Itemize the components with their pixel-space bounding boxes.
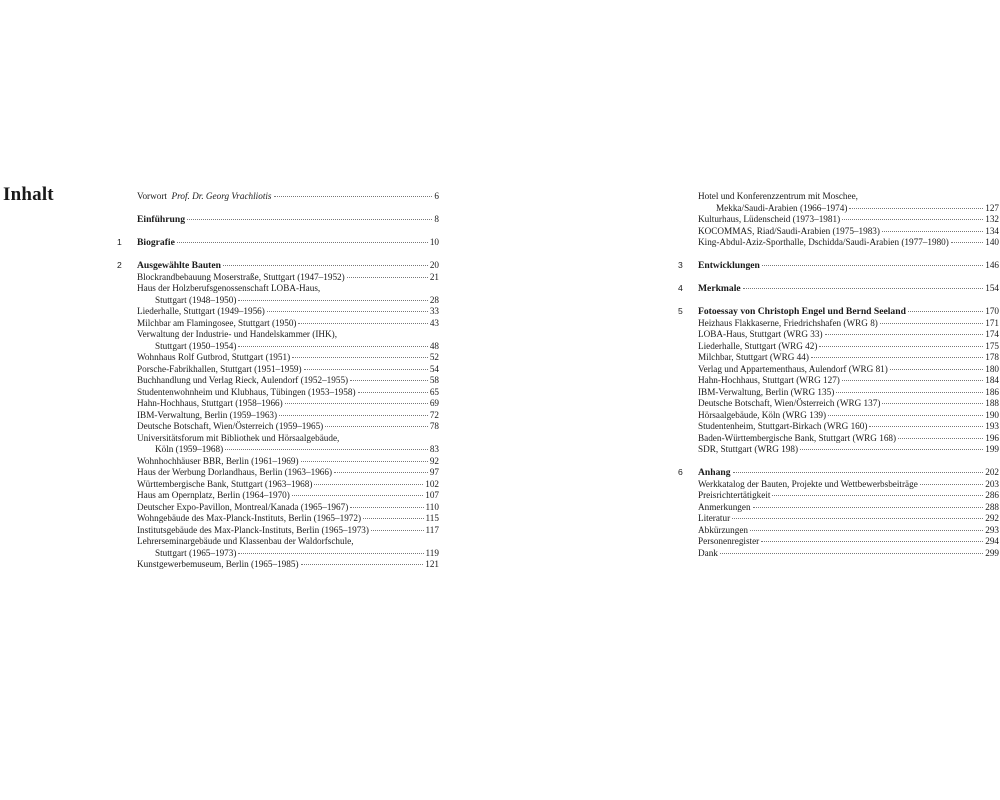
page-number: 140 <box>985 237 999 247</box>
toc-entry-body <box>698 525 999 537</box>
dot-leader <box>836 392 983 393</box>
toc-entry-body <box>137 214 439 226</box>
toc-entry-body <box>698 444 999 456</box>
dot-leader <box>225 449 428 450</box>
toc-entry-title: Anmerkungen <box>698 501 751 512</box>
toc-entry[interactable] <box>678 433 999 445</box>
page-number: 127 <box>985 202 999 213</box>
toc-entry-body <box>698 318 999 330</box>
toc-entry-title: Hahn-Hochhaus, Stuttgart (WRG 127) <box>698 375 840 385</box>
dot-leader <box>920 484 983 485</box>
toc-entry-body <box>137 559 439 571</box>
toc-entry[interactable] <box>678 387 999 399</box>
chapter-number: 5 <box>678 306 683 316</box>
page-number: 178 <box>985 352 999 362</box>
toc-entry-body <box>698 479 999 491</box>
toc-entry-body <box>698 306 999 318</box>
toc-entry-body <box>698 329 999 341</box>
toc-entry-body <box>137 272 439 284</box>
toc-entry-body <box>698 410 999 422</box>
toc-entry-title: Stuttgart (1965–1973) <box>155 547 237 558</box>
dot-leader <box>350 380 428 381</box>
toc-entry[interactable] <box>117 306 439 318</box>
toc-entry-title: Liederhalle, Stuttgart (1949–1956) <box>137 306 265 316</box>
toc-entry-body <box>698 260 999 272</box>
page-number: 119 <box>425 547 439 558</box>
toc-entry-body <box>698 364 999 376</box>
toc-entry[interactable] <box>117 433 439 445</box>
toc-entry-title: Blockrandbebauung Moserstraße, Stuttgart (1947–1952) <box>137 271 345 282</box>
dot-leader <box>908 311 983 312</box>
toc-entry[interactable] <box>678 444 999 456</box>
dot-leader <box>733 472 984 473</box>
toc-entry-body <box>137 352 439 364</box>
toc-column-right <box>678 191 999 559</box>
toc-entry-body <box>698 352 999 364</box>
toc-section-entry[interactable] <box>678 306 999 318</box>
page-number: 170 <box>985 306 999 316</box>
toc-entry-body <box>137 467 439 479</box>
toc-entry-title: Entwicklungen <box>698 260 760 271</box>
toc-entry-title: Buchhandlung und Verlag Rieck, Aulendorf (1952–1955) <box>137 375 349 385</box>
page-number: 33 <box>429 306 439 316</box>
toc-entry-title: Köln (1959–1968) <box>155 444 224 454</box>
dot-leader <box>882 403 983 404</box>
toc-entry-title: SDR, Stuttgart (WRG 198) <box>698 444 799 454</box>
dot-leader <box>298 323 427 324</box>
toc-entry-title: Hahn-Hochhaus, Stuttgart (1958–1966) <box>137 398 283 408</box>
toc-entry-body <box>698 467 999 479</box>
toc-entry[interactable] <box>678 398 999 410</box>
page-number: 48 <box>429 340 439 351</box>
toc-entry[interactable] <box>117 375 439 387</box>
toc-entry-body <box>137 387 439 399</box>
toc-entry-body <box>137 502 439 514</box>
toc-entry[interactable] <box>678 341 999 353</box>
toc-entry-body <box>137 318 439 330</box>
page-number: 193 <box>985 421 999 431</box>
toc-entry-title: IBM-Verwaltung, Berlin (1959–1963) <box>137 409 278 420</box>
toc-entry-title: Fotoessay von Christoph Engel und Bernd Seeland <box>698 306 906 317</box>
toc-entry[interactable] <box>117 479 439 491</box>
dot-leader <box>279 415 428 416</box>
toc-entry-title: Verlag und Appartementhaus, Aulendorf (WRG 81) <box>698 363 888 374</box>
dot-leader <box>187 219 432 220</box>
dot-leader <box>301 461 428 462</box>
toc-entry-title: Merkmale <box>698 283 741 294</box>
toc-entry-body <box>698 433 999 445</box>
page-number: 8 <box>434 214 439 224</box>
toc-entry-title: Hotel und Konferenzzentrum mit Moschee, <box>698 191 858 201</box>
page-number: 171 <box>985 317 999 328</box>
toc-entry[interactable] <box>117 329 439 341</box>
toc-entry-title: Heizhaus Flakkaserne, Friedrichshafen (WRG 8) <box>698 317 878 328</box>
toc-entry-prefix: Vorwort <box>137 191 167 201</box>
toc-entry-title: Biografie <box>137 237 175 248</box>
toc-entry-title: Milchbar, Stuttgart (WRG 44) <box>698 352 809 362</box>
toc-entry-title: Kunstgewerbemuseum, Berlin (1965–1985) <box>137 559 299 569</box>
chapter-number: 2 <box>117 260 122 270</box>
toc-entry[interactable] <box>678 364 999 376</box>
toc-entry-body <box>137 260 439 272</box>
dot-leader <box>869 426 983 427</box>
toc-entry-body <box>698 283 999 295</box>
toc-entry-body <box>137 456 439 468</box>
dot-leader <box>238 553 423 554</box>
toc-entry-body <box>698 398 999 410</box>
chapter-number: 6 <box>678 467 683 477</box>
toc-entry[interactable] <box>117 398 439 410</box>
dot-leader <box>951 242 983 243</box>
dot-leader <box>325 426 428 427</box>
dot-leader <box>292 357 428 358</box>
dot-leader <box>761 541 983 542</box>
dot-leader <box>267 311 428 312</box>
toc-section-entry[interactable] <box>117 214 439 226</box>
toc-entry[interactable] <box>117 456 439 468</box>
page-number: 196 <box>985 432 999 443</box>
dot-leader <box>371 530 424 531</box>
toc-entry-body <box>137 398 439 410</box>
page-number: 69 <box>429 398 439 408</box>
page-number: 52 <box>429 352 439 362</box>
toc-entry[interactable] <box>117 525 439 537</box>
page-number: 293 <box>985 524 999 535</box>
toc-entry[interactable] <box>117 559 439 571</box>
dot-leader <box>842 219 983 220</box>
toc-entry-title: Mekka/Saudi-Arabien (1966–1974) <box>716 202 848 213</box>
toc-entry-body <box>698 237 999 249</box>
toc-section-entry[interactable] <box>678 283 999 295</box>
dot-leader <box>720 553 983 554</box>
dot-leader <box>811 357 983 358</box>
toc-entry-title: IBM-Verwaltung, Berlin (WRG 135) <box>698 386 835 397</box>
toc-entry[interactable] <box>117 490 439 502</box>
toc-entry-body <box>698 191 999 203</box>
dot-leader <box>890 369 983 370</box>
dot-leader <box>238 346 427 347</box>
toc-entry-title: Milchbar am Flamingosee, Stuttgart (1950) <box>137 317 297 328</box>
dot-leader <box>347 277 428 278</box>
chapter-number: 3 <box>678 260 683 270</box>
dot-leader <box>882 231 983 232</box>
toc-entry-body <box>137 237 439 249</box>
toc-entry-title: KOCOMMAS, Riad/Saudi-Arabien (1975–1983) <box>698 225 880 236</box>
page-number: 154 <box>985 283 999 293</box>
page-number: 6 <box>434 191 439 201</box>
toc-entry[interactable] <box>678 226 999 238</box>
page-number: 102 <box>425 478 439 489</box>
toc-entry[interactable] <box>678 421 999 433</box>
toc-entry-body <box>137 421 439 433</box>
toc-entry-title: Werkkatalog der Bauten, Projekte und Wettbewerbsbeiträge <box>698 478 918 489</box>
dot-leader <box>753 507 984 508</box>
toc-entry-title: Institutsgebäude des Max-Planck-Instituts, Berlin (1965–1973) <box>137 524 369 535</box>
toc-entry-title: Abkürzungen <box>698 524 749 535</box>
dot-leader <box>828 415 983 416</box>
toc-entry[interactable] <box>678 513 999 525</box>
page-number: 288 <box>985 501 999 512</box>
toc-entry-body <box>698 421 999 433</box>
dot-leader <box>301 564 424 565</box>
page-number: 83 <box>429 444 439 454</box>
page-number: 203 <box>985 478 999 489</box>
toc-entry-title <box>137 191 272 203</box>
dot-leader <box>819 346 983 347</box>
page-number: 132 <box>985 214 999 224</box>
toc-entry-title: Preisrichtertätigkeit <box>698 490 771 500</box>
toc-entry-body <box>698 490 999 502</box>
toc-entry[interactable] <box>678 536 999 548</box>
toc-entry-body <box>137 329 439 341</box>
toc-entry-body <box>698 548 999 560</box>
toc-entry[interactable] <box>678 525 999 537</box>
toc-entry[interactable] <box>117 318 439 330</box>
page-number: 186 <box>985 386 999 397</box>
page-number: 175 <box>985 340 999 351</box>
dot-leader <box>334 472 428 473</box>
toc-entry-title: Studentenheim, Stuttgart-Birkach (WRG 160) <box>698 421 868 431</box>
toc-entry[interactable] <box>117 444 439 456</box>
page-number: 110 <box>425 501 439 512</box>
toc-entry-body <box>137 364 439 376</box>
toc-entry-body <box>137 375 439 387</box>
toc-entry-title: LOBA-Haus, Stuttgart (WRG 33) <box>698 329 823 339</box>
toc-entry-body <box>698 375 999 387</box>
toc-entry-author: Prof. Dr. Georg Vrachliotis <box>171 191 272 201</box>
toc-entry[interactable] <box>678 479 999 491</box>
toc-entry[interactable] <box>678 375 999 387</box>
toc-entry[interactable] <box>117 191 439 203</box>
toc-entry-body <box>698 341 999 353</box>
toc-entry[interactable] <box>117 341 439 353</box>
dot-leader <box>223 265 428 266</box>
toc-entry[interactable] <box>117 272 439 284</box>
toc-entry[interactable] <box>117 467 439 479</box>
toc-entry-title: Personenregister <box>698 536 760 546</box>
toc-entry[interactable] <box>678 352 999 364</box>
toc-entry-body <box>137 525 439 537</box>
dot-leader <box>898 438 983 439</box>
toc-entry-title: Wohngebäude des Max-Planck-Instituts, Berlin (1965–1972) <box>137 513 362 523</box>
page-number: 43 <box>429 317 439 328</box>
toc-entry[interactable] <box>117 364 439 376</box>
toc-entry-title: Baden-Württembergische Bank, Stuttgart (WRG 168) <box>698 432 897 443</box>
page-number: 202 <box>985 467 999 477</box>
page-number: 188 <box>985 398 999 408</box>
page-number: 180 <box>985 363 999 374</box>
toc-entry-body <box>698 214 999 226</box>
toc-entry[interactable] <box>678 548 999 560</box>
toc-entry-body <box>137 191 439 203</box>
page-number: 174 <box>985 329 999 339</box>
toc-entry[interactable] <box>678 318 999 330</box>
toc-entry-title: Porsche-Fabrikhallen, Stuttgart (1951–1959) <box>137 363 302 374</box>
toc-entry[interactable] <box>678 502 999 514</box>
page-number: 58 <box>429 375 439 385</box>
page-number: 92 <box>429 455 439 466</box>
toc-entry-title: Dank <box>698 547 718 558</box>
page-number: 134 <box>985 225 999 236</box>
page-number: 65 <box>429 386 439 397</box>
dot-leader <box>314 484 423 485</box>
toc-entry-body <box>698 226 999 238</box>
toc-entry-body <box>698 502 999 514</box>
toc-section-entry[interactable] <box>117 260 439 272</box>
toc-entry-body <box>137 536 439 548</box>
toc-entry[interactable] <box>678 490 999 502</box>
dot-leader <box>358 392 428 393</box>
toc-entry[interactable] <box>117 421 439 433</box>
toc-entry-body <box>137 479 439 491</box>
dot-leader <box>732 518 983 519</box>
toc-entry-title: Württembergische Bank, Stuttgart (1963–1968) <box>137 478 313 489</box>
toc-entry[interactable] <box>678 191 999 203</box>
toc-entry[interactable] <box>117 387 439 399</box>
toc-entry[interactable] <box>117 513 439 525</box>
toc-entry-title: Stuttgart (1950–1954) <box>155 340 237 351</box>
page-number: 199 <box>985 444 999 454</box>
page-number: 292 <box>985 513 999 523</box>
toc-entry-title: Universitätsforum mit Bibliothek und Hörsaalgebäude, <box>137 432 340 443</box>
dot-leader <box>177 242 428 243</box>
toc-entry-title: Studentenwohnheim und Klubhaus, Tübingen (1953–1958) <box>137 386 356 397</box>
toc-entry-body <box>698 513 999 525</box>
page-title: Inhalt <box>3 184 54 205</box>
dot-leader <box>849 208 983 209</box>
chapter-number: 4 <box>678 283 683 293</box>
toc-entry-body <box>716 203 999 215</box>
dot-leader <box>292 495 423 496</box>
page-number: 121 <box>425 559 439 569</box>
page-number: 78 <box>429 421 439 431</box>
page-number: 20 <box>429 260 439 270</box>
dot-leader <box>363 518 423 519</box>
toc-entry[interactable] <box>678 214 999 226</box>
toc-entry-title: Ausgewählte Bauten <box>137 260 221 271</box>
toc-entry-body <box>698 536 999 548</box>
toc-column-left <box>117 191 439 571</box>
dot-leader <box>750 530 983 531</box>
toc-entry-title: Haus am Opernplatz, Berlin (1964–1970) <box>137 490 290 500</box>
page-number: 146 <box>985 260 999 270</box>
toc-entry-title: Stuttgart (1948–1950) <box>155 294 237 305</box>
toc-entry-body <box>137 306 439 318</box>
toc-section-entry[interactable] <box>678 260 999 272</box>
toc-entry[interactable] <box>117 502 439 514</box>
toc-section-entry[interactable] <box>678 467 999 479</box>
dot-leader <box>238 300 427 301</box>
page-number: 184 <box>985 375 999 385</box>
toc-entry[interactable] <box>117 536 439 548</box>
toc-entry-title: Anhang <box>698 467 731 478</box>
dot-leader <box>880 323 983 324</box>
toc-entry-body <box>155 341 439 353</box>
dot-leader <box>350 507 423 508</box>
page-number: 72 <box>429 409 439 420</box>
dot-leader <box>800 449 983 450</box>
toc-entry-title: Deutsche Botschaft, Wien/Österreich (1959–1965) <box>137 421 324 431</box>
page-number: 28 <box>429 294 439 305</box>
page-number: 54 <box>429 363 439 374</box>
page-number: 21 <box>429 271 439 282</box>
toc-entry-body <box>155 444 439 456</box>
toc-section-entry[interactable] <box>117 237 439 249</box>
page-number: 97 <box>429 467 439 477</box>
toc-entry-title: Wohnhochhäuser BBR, Berlin (1961–1969) <box>137 455 299 466</box>
toc-entry[interactable] <box>678 203 999 215</box>
toc-entry-title: Deutsche Botschaft, Wien/Österreich (WRG 137) <box>698 398 881 408</box>
toc-entry-title: Deutscher Expo-Pavillon, Montreal/Kanada (1965–1967) <box>137 501 349 512</box>
dot-leader <box>743 288 984 289</box>
toc-entry[interactable] <box>117 295 439 307</box>
dot-leader <box>762 265 983 266</box>
toc-entry[interactable] <box>117 548 439 560</box>
toc-entry[interactable] <box>678 410 999 422</box>
dot-leader <box>825 334 984 335</box>
toc-entry-title: Verwaltung der Industrie- und Handelskammer (IHK), <box>137 329 338 339</box>
dot-leader <box>274 196 433 197</box>
toc-entry-title: Haus der Werbung Dorlandhaus, Berlin (1963–1966) <box>137 467 333 477</box>
toc-entry[interactable] <box>117 352 439 364</box>
toc-entry-title: Liederhalle, Stuttgart (WRG 42) <box>698 340 818 351</box>
page-number: 107 <box>425 490 439 500</box>
toc-entry-body <box>137 490 439 502</box>
toc-entry-title: Lehrerseminargebäude und Klassenbau der Waldorfschule, <box>137 536 354 546</box>
toc-entry-body <box>155 295 439 307</box>
dot-leader <box>304 369 428 370</box>
toc-entry-body <box>137 283 439 295</box>
toc-entry[interactable] <box>678 237 999 249</box>
dot-leader <box>285 403 428 404</box>
dot-leader <box>842 380 983 381</box>
toc-entry-title: Literatur <box>698 513 731 523</box>
dot-leader <box>772 495 983 496</box>
toc-entry-body <box>137 433 439 445</box>
toc-entry[interactable] <box>678 329 999 341</box>
toc-entry-body <box>137 513 439 525</box>
page-number: 286 <box>985 490 999 500</box>
toc-entry-body <box>137 410 439 422</box>
toc-entry-title: Haus der Holzberufsgenossenschaft LOBA-Haus, <box>137 283 321 293</box>
chapter-number: 1 <box>117 237 122 247</box>
toc-entry-body <box>698 387 999 399</box>
toc-entry-body <box>155 548 439 560</box>
page-number: 294 <box>985 536 999 546</box>
page-number: 10 <box>429 237 439 247</box>
toc-entry-title: Wohnhaus Rolf Gutbrod, Stuttgart (1951) <box>137 352 291 362</box>
page-number: 299 <box>985 547 999 558</box>
toc-entry[interactable] <box>117 283 439 295</box>
page-number: 117 <box>425 524 439 535</box>
toc-entry-title: King-Abdul-Aziz-Sporthalle, Dschidda/Saudi-Arabien (1977–1980) <box>698 237 949 247</box>
toc-entry-title: Hörsaalgebäude, Köln (WRG 139) <box>698 409 827 420</box>
page-number: 115 <box>425 513 439 523</box>
toc-entry[interactable] <box>117 410 439 422</box>
page-number: 190 <box>985 409 999 420</box>
toc-entry-title: Einführung <box>137 214 185 225</box>
toc-entry-title: Kulturhaus, Lüdenscheid (1973–1981) <box>698 214 841 224</box>
